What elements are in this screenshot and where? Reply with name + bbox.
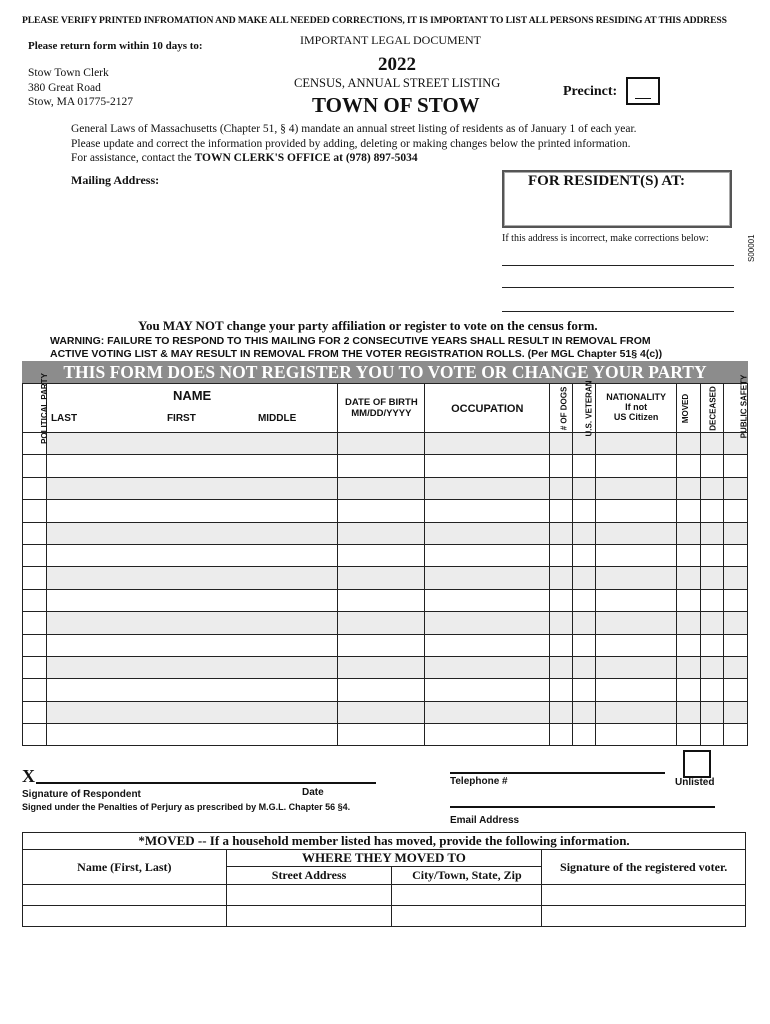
table-cell[interactable] — [425, 433, 550, 455]
table-row[interactable] — [23, 612, 748, 634]
table-cell[interactable] — [677, 544, 701, 566]
form-subtitle: CENSUS, ANNUAL STREET LISTING — [294, 76, 501, 90]
table-cell[interactable] — [338, 701, 425, 723]
table-cell[interactable] — [425, 477, 550, 499]
register-banner: THIS FORM DOES NOT REGISTER YOU TO VOTE OR CHANGE YOUR PARTY — [22, 361, 748, 383]
table-cell[interactable] — [596, 500, 677, 522]
table-cell[interactable] — [677, 701, 701, 723]
table-cell[interactable] — [701, 724, 724, 746]
table-cell[interactable] — [46, 477, 337, 499]
table-cell[interactable] — [46, 724, 337, 746]
table-cell[interactable] — [701, 634, 724, 656]
table-cell[interactable] — [550, 612, 573, 634]
warning-text — [50, 335, 750, 360]
address-line: Stow Town Clerk — [28, 67, 109, 79]
deceased-header: DECEASED — [708, 386, 718, 431]
table-cell[interactable] — [677, 477, 701, 499]
clerk-address — [28, 66, 133, 110]
table-cell[interactable] — [596, 612, 677, 634]
table-cell[interactable] — [723, 656, 747, 678]
table-cell[interactable] — [596, 679, 677, 701]
table-cell[interactable] — [573, 612, 596, 634]
table-cell[interactable] — [338, 567, 425, 589]
table-body — [23, 433, 748, 746]
telephone-line[interactable] — [450, 772, 665, 774]
form-year: 2022 — [378, 54, 416, 75]
table-cell[interactable] — [425, 656, 550, 678]
table-cell[interactable] — [573, 589, 596, 611]
table-row[interactable] — [23, 477, 748, 499]
dob-header: DATE OF BIRTH — [345, 397, 418, 408]
table-cell[interactable] — [23, 544, 47, 566]
table-cell[interactable] — [425, 567, 550, 589]
table-cell[interactable] — [573, 500, 596, 522]
table-cell[interactable] — [550, 522, 573, 544]
correction-note: If this address is incorrect, make corrections below: — [502, 233, 709, 244]
table-cell[interactable] — [23, 477, 47, 499]
table-header — [23, 384, 748, 433]
table-cell[interactable] — [701, 500, 724, 522]
table-cell[interactable] — [723, 455, 747, 477]
top-notice: PLEASE VERIFY PRINTED INFROMATION AND MAKE ALL NEEDED CORRECTIONS, IT IS IMPORTANT TO LIST ALL PERSONS RESIDING AT THIS ADDRESS — [22, 15, 727, 26]
table-cell[interactable] — [425, 522, 550, 544]
table-cell[interactable] — [550, 656, 573, 678]
clerk-contact: TOWN CLERK'S OFFICE at (978) 897-5034 — [194, 152, 418, 165]
precinct-label: Precinct: — [563, 84, 618, 99]
col-public-safety — [723, 374, 749, 439]
table-cell[interactable] — [701, 455, 724, 477]
contact-prefix: For assistance, contact the — [71, 152, 195, 165]
table-cell[interactable] — [723, 634, 747, 656]
address-line: Stow, MA 01775-2127 — [28, 96, 133, 108]
instructions-line: Please update and correct the information provided by adding, deleting or making changes below the printed information. — [71, 137, 631, 150]
veteran-header: U.S. VETERAN — [584, 380, 594, 437]
table-row[interactable] — [23, 500, 748, 522]
table-cell[interactable] — [338, 589, 425, 611]
table-cell[interactable] — [550, 433, 573, 455]
table-cell[interactable] — [573, 544, 596, 566]
table-row[interactable] — [23, 679, 748, 701]
correction-line[interactable] — [502, 287, 734, 288]
signature-x: X — [22, 766, 35, 786]
table-cell[interactable] — [573, 724, 596, 746]
table-cell[interactable] — [338, 477, 425, 499]
table-cell[interactable] — [596, 634, 677, 656]
table-row[interactable] — [23, 634, 748, 656]
table-cell[interactable] — [46, 522, 337, 544]
table-cell[interactable] — [23, 634, 47, 656]
table-cell[interactable] — [338, 679, 425, 701]
table-cell[interactable] — [723, 701, 747, 723]
col-political-party — [23, 373, 49, 444]
table-row[interactable] — [23, 589, 748, 611]
nationality-note: If not — [625, 402, 648, 412]
warning-line: WARNING: FAILURE TO RESPOND TO THIS MAILING FOR 2 CONSECUTIVE YEARS SHALL RESULT IN REMOVAL FROM — [50, 335, 651, 347]
table-cell[interactable] — [701, 567, 724, 589]
table-cell[interactable] — [573, 656, 596, 678]
table-cell[interactable] — [550, 500, 573, 522]
political-party-header: POLITICAL PARTY — [39, 373, 49, 444]
table-cell[interactable] — [338, 522, 425, 544]
table-cell[interactable] — [701, 656, 724, 678]
table-cell[interactable] — [550, 455, 573, 477]
residents-table — [22, 373, 749, 746]
first-header: FIRST — [166, 413, 196, 424]
dob-format: MM/DD/YYYY — [351, 408, 412, 419]
moved-table — [22, 832, 746, 927]
table-cell[interactable] — [23, 500, 47, 522]
table-cell[interactable] — [550, 589, 573, 611]
dogs-header: # OF DOGS — [559, 386, 569, 431]
table-cell[interactable] — [573, 567, 596, 589]
table-cell[interactable] — [573, 701, 596, 723]
col-dob — [338, 384, 425, 433]
unlisted-label: Unlisted — [675, 777, 715, 788]
table-row[interactable] — [23, 656, 748, 678]
table-cell[interactable] — [723, 567, 747, 589]
col-deceased — [701, 384, 724, 433]
occupation-header: OCCUPATION — [451, 403, 524, 415]
table-cell[interactable] — [425, 612, 550, 634]
table-row[interactable] — [23, 433, 748, 455]
correction-line[interactable] — [502, 265, 734, 266]
warning-line: ACTIVE VOTING LIST & MAY RESULT IN REMOVAL FROM THE VOTER REGISTRATION ROLLS. (Per MGL Chapter 51§ 4(c)) — [50, 347, 663, 360]
table-cell[interactable] — [425, 500, 550, 522]
table-cell[interactable] — [596, 656, 677, 678]
table-cell[interactable] — [550, 544, 573, 566]
legal-document-label: IMPORTANT LEGAL DOCUMENT — [300, 33, 481, 47]
table-cell[interactable] — [338, 455, 425, 477]
table-cell[interactable] — [701, 679, 724, 701]
col-veteran — [573, 380, 596, 437]
table-cell[interactable] — [23, 701, 47, 723]
table-cell[interactable] — [677, 433, 701, 455]
table-row[interactable] — [23, 455, 748, 477]
table-cell[interactable] — [46, 500, 337, 522]
table-cell[interactable] — [723, 544, 747, 566]
unlisted-checkbox[interactable] — [683, 750, 711, 778]
table-cell[interactable] — [596, 701, 677, 723]
table-cell[interactable] — [23, 567, 47, 589]
table-cell[interactable] — [46, 544, 337, 566]
instructions-line — [71, 151, 731, 166]
moved-signature-header: Signature of the registered voter. — [542, 850, 746, 885]
instructions-line: General Laws of Massachusetts (Chapter 51, § 4) mandate an annual street listing of residents as of January 1 of each year. — [71, 123, 637, 135]
party-note: You MAY NOT change your party affiliation or register to vote on the census form. — [138, 318, 598, 333]
table-row[interactable] — [23, 544, 748, 566]
table-cell[interactable] — [596, 522, 677, 544]
table-cell[interactable] — [425, 455, 550, 477]
table-cell[interactable] — [46, 656, 337, 678]
table-cell[interactable] — [677, 500, 701, 522]
table-cell[interactable] — [550, 701, 573, 723]
table-cell[interactable] — [46, 589, 337, 611]
table-cell[interactable] — [425, 634, 550, 656]
moved-row[interactable] — [23, 885, 746, 906]
table-cell[interactable] — [573, 522, 596, 544]
table-cell[interactable] — [701, 612, 724, 634]
col-name — [46, 384, 337, 433]
table-cell[interactable] — [23, 679, 47, 701]
public-safety-header: PUBLIC SAFETY — [739, 374, 749, 439]
table-cell[interactable] — [701, 544, 724, 566]
table-cell[interactable] — [573, 477, 596, 499]
mailing-address-label: Mailing Address: — [71, 173, 160, 187]
col-dogs — [550, 384, 573, 433]
nationality-header: NATIONALITY — [606, 392, 667, 402]
table-row[interactable] — [23, 724, 748, 746]
moved-row[interactable] — [23, 906, 746, 927]
perjury-note: Signed under the Penalties of Perjury as prescribed by M.G.L. Chapter 56 §4. — [22, 802, 351, 812]
table-cell[interactable] — [573, 634, 596, 656]
correction-line[interactable] — [502, 311, 734, 312]
table-cell[interactable] — [596, 567, 677, 589]
nationality-note: US Citizen — [613, 412, 659, 422]
table-cell[interactable] — [723, 679, 747, 701]
middle-header: MIDDLE — [257, 413, 297, 424]
resident-label: FOR RESIDENT(S) AT: — [528, 173, 685, 189]
table-cell[interactable] — [46, 455, 337, 477]
telephone-label: Telephone # — [450, 776, 508, 787]
table-cell[interactable] — [338, 433, 425, 455]
table-cell[interactable] — [723, 500, 747, 522]
moved-street-header: Street Address — [226, 867, 392, 885]
table-cell[interactable] — [596, 544, 677, 566]
table-cell[interactable] — [23, 724, 47, 746]
table-cell[interactable] — [46, 567, 337, 589]
table-cell[interactable] — [23, 455, 47, 477]
instructions — [71, 122, 731, 166]
col-occupation — [425, 384, 550, 433]
table-cell[interactable] — [46, 701, 337, 723]
table-cell[interactable] — [677, 522, 701, 544]
table-cell[interactable] — [677, 567, 701, 589]
moved-name-header: Name (First, Last) — [23, 850, 227, 885]
table-cell[interactable] — [723, 522, 747, 544]
table-cell[interactable] — [425, 544, 550, 566]
table-cell[interactable] — [46, 634, 337, 656]
email-label: Email Address — [450, 815, 520, 826]
table-cell[interactable] — [550, 679, 573, 701]
email-line[interactable] — [450, 806, 715, 808]
table-cell[interactable] — [338, 634, 425, 656]
table-cell[interactable] — [677, 724, 701, 746]
form-code: S00001 — [747, 234, 756, 262]
form-title: TOWN OF STOW — [312, 93, 480, 117]
table-cell[interactable] — [338, 544, 425, 566]
table-cell[interactable] — [425, 679, 550, 701]
table-cell[interactable] — [596, 455, 677, 477]
signature-line[interactable] — [36, 782, 376, 784]
table-cell[interactable] — [338, 724, 425, 746]
moved-where-header: WHERE THEY MOVED TO — [226, 850, 542, 867]
table-cell[interactable] — [677, 679, 701, 701]
moved-title: *MOVED -- If a household member listed has moved, provide the following information. — [23, 833, 746, 850]
table-cell[interactable] — [338, 656, 425, 678]
table-cell[interactable] — [677, 612, 701, 634]
table-cell[interactable] — [723, 612, 747, 634]
table-cell[interactable] — [723, 477, 747, 499]
table-cell[interactable] — [677, 656, 701, 678]
table-cell[interactable] — [596, 724, 677, 746]
table-cell[interactable] — [596, 433, 677, 455]
table-cell[interactable] — [677, 589, 701, 611]
table-cell[interactable] — [550, 567, 573, 589]
table-row[interactable] — [23, 701, 748, 723]
col-nationality — [596, 384, 677, 433]
table-cell[interactable] — [701, 589, 724, 611]
table-cell[interactable] — [677, 455, 701, 477]
table-cell[interactable] — [723, 724, 747, 746]
last-header: LAST — [50, 413, 78, 424]
moved-header: MOVED — [681, 393, 691, 424]
name-header: NAME — [172, 388, 212, 403]
table-cell[interactable] — [723, 589, 747, 611]
table-cell[interactable] — [596, 477, 677, 499]
table-cell[interactable] — [596, 589, 677, 611]
table-cell[interactable] — [46, 679, 337, 701]
table-cell[interactable] — [701, 522, 724, 544]
table-cell[interactable] — [338, 500, 425, 522]
table-cell[interactable] — [573, 455, 596, 477]
col-moved — [677, 384, 701, 433]
table-row[interactable] — [23, 567, 748, 589]
table-cell[interactable] — [701, 477, 724, 499]
table-cell[interactable] — [23, 656, 47, 678]
precinct-box[interactable] — [626, 77, 660, 105]
table-cell[interactable] — [677, 634, 701, 656]
table-cell[interactable] — [701, 433, 724, 455]
table-cell[interactable] — [425, 701, 550, 723]
table-cell[interactable] — [425, 589, 550, 611]
signature-label: Signature of Respondent — [22, 789, 141, 800]
table-cell[interactable] — [550, 634, 573, 656]
table-cell[interactable] — [23, 612, 47, 634]
moved-city-header: City/Town, State, Zip — [392, 867, 542, 885]
table-cell[interactable] — [23, 589, 47, 611]
table-cell[interactable] — [701, 701, 724, 723]
table-cell[interactable] — [573, 679, 596, 701]
table-cell[interactable] — [46, 612, 337, 634]
date-label: Date — [302, 787, 324, 798]
table-cell[interactable] — [550, 477, 573, 499]
address-line: 380 Great Road — [28, 81, 101, 94]
table-cell[interactable] — [550, 724, 573, 746]
return-note: Please return form within 10 days to: — [28, 40, 203, 52]
table-cell[interactable] — [23, 522, 47, 544]
table-cell[interactable] — [425, 724, 550, 746]
table-row[interactable] — [23, 522, 748, 544]
table-cell[interactable] — [46, 433, 337, 455]
table-cell[interactable] — [338, 612, 425, 634]
